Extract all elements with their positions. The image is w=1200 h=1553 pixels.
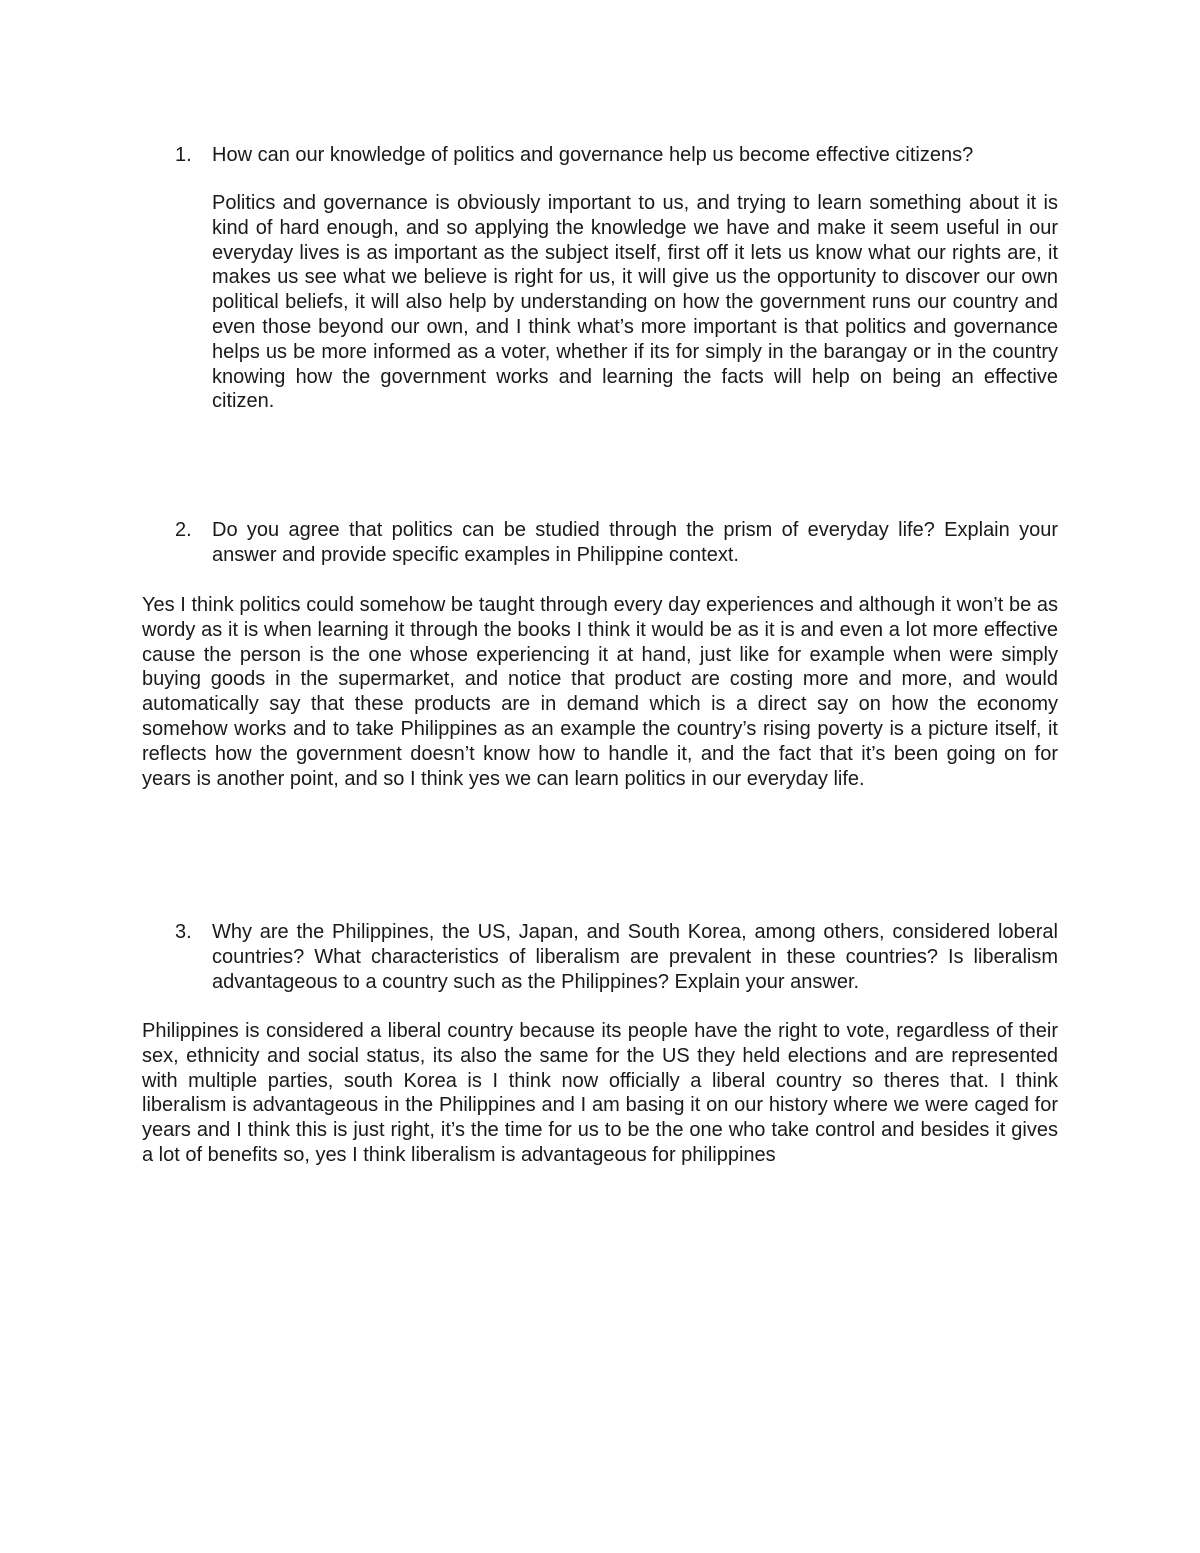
- question-text: Do you agree that politics can be studied through the prism of everyday life? Explain your answer and provide specific examples in Philippine context.: [212, 519, 1058, 566]
- answer-3: Philippines is considered a liberal country because its people have the right to vote, regardless of their sex, ethnicity and social status, its also the same for the US they held elections and are represented with multiple parties, south Korea is I think now officially a liberal country so theres that. I think liberalism is advantageous in the Philippines and I am basing it on our history where we were caged for years and I think this is just right, it’s the time for us to be the one who take control and besides it gives a lot of benefits so, yes I think liberalism is advantageous for philippines: [142, 1020, 1058, 1166]
- answer-2: Yes I think politics could somehow be taught through every day experiences and although it won’t be as wordy as it is when learning it through the books I think it would be as it is and even a lot more effective cause the person is the one whose experiencing it at hand, just like for example when were simply buying goods in the supermarket, and notice that product are costing more and more, and would automatically say that these products are in demand which is a direct say on how the economy somehow works and to take Philippines as an example the country’s rising poverty is a picture itself, it reflects how the government doesn’t know how to handle it, and the fact that it’s been going on for years is another point, and so I think yes we can learn politics in our everyday life.: [142, 594, 1058, 790]
- question-text: Why are the Philippines, the US, Japan, and South Korea, among others, considered loberal countries? What characteristics of liberalism are prevalent in these countries? Is liberalism advantageous to a country such as the Philippines? Explain your answer.: [212, 921, 1058, 993]
- question-text: How can our knowledge of politics and governance help us become effective citizens?: [212, 144, 974, 166]
- question-1: [175, 143, 1058, 168]
- question-number: 2.: [175, 519, 192, 541]
- question-3: [175, 920, 1058, 994]
- question-number: 1.: [175, 144, 192, 166]
- question-2: [175, 518, 1058, 568]
- question-number: 3.: [175, 921, 192, 943]
- answer-1: Politics and governance is obviously important to us, and trying to learn something about it is kind of hard enough, and so applying the knowledge we have and make it seem useful in our everyday lives is as important as the subject itself, first off it lets us know what our rights are, it makes us see what we believe is right for us, it will give us the opportunity to discover our own political beliefs, it will also help by understanding on how the government runs our country and even those beyond our own, and I think what’s more important is that politics and governance helps us be more informed as a voter, whether if its for simply in the barangay or in the country knowing how the government works and learning the facts will help on being an effective citizen.: [212, 192, 1058, 413]
